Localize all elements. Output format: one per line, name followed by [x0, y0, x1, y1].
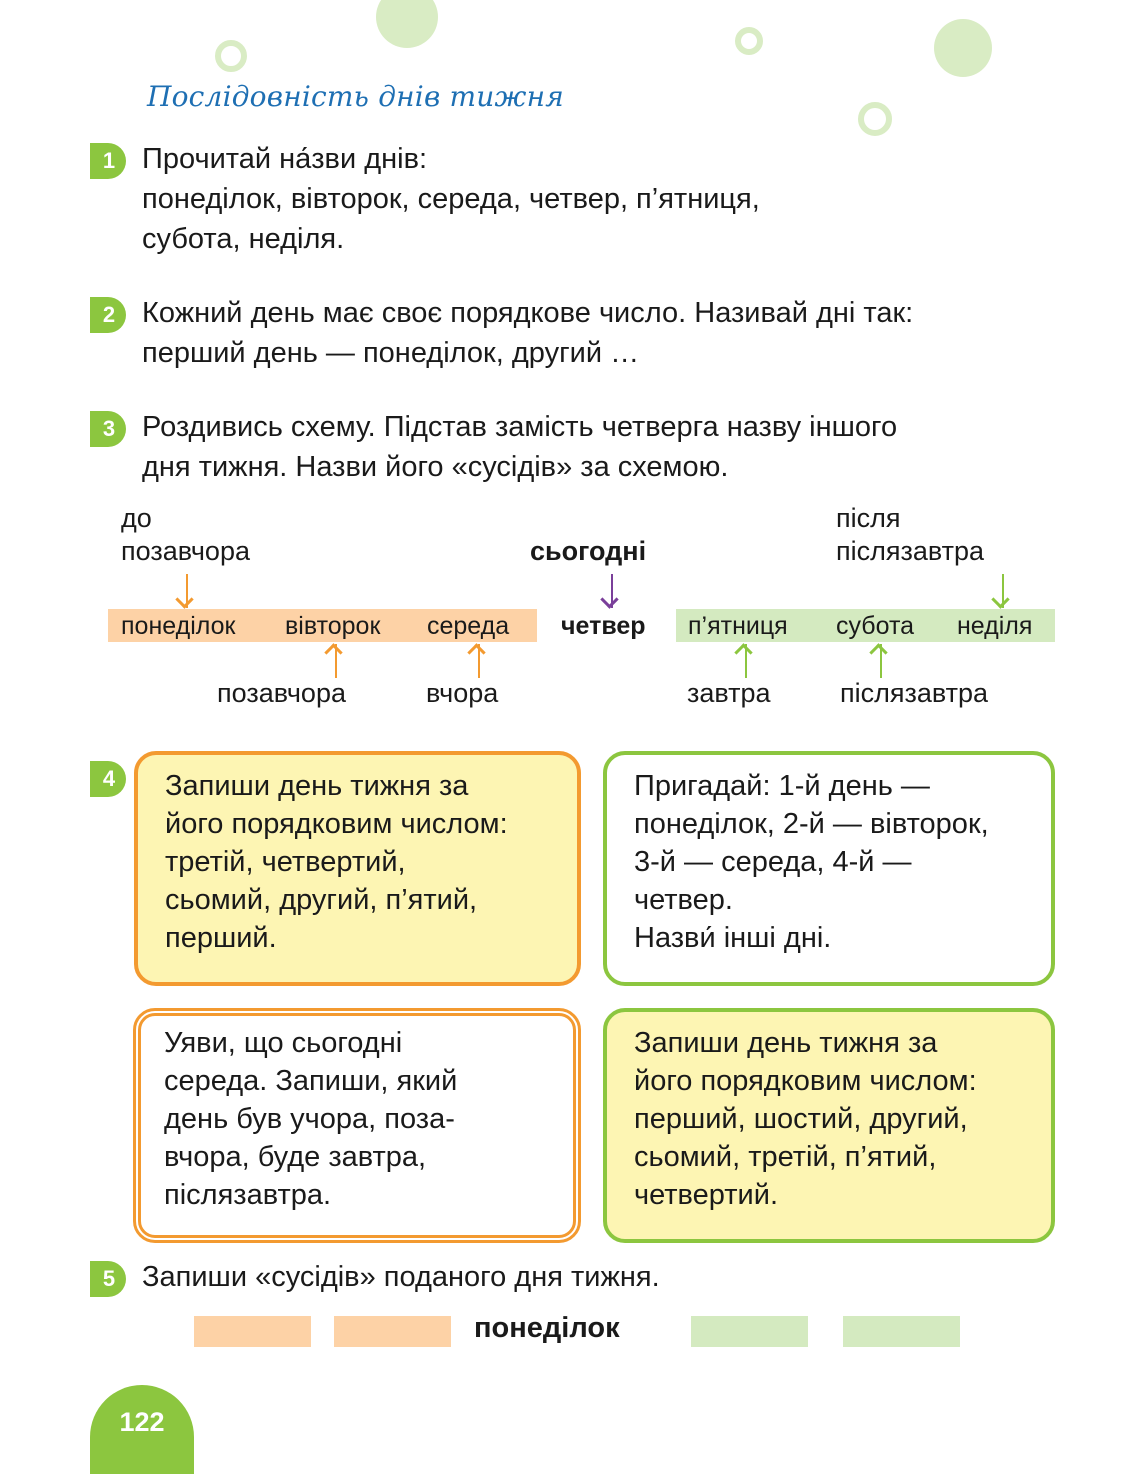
answer-slot-before-1[interactable]	[334, 1316, 451, 1347]
label-day-before-yesterday: позавчора	[217, 678, 346, 708]
day-wednesday: середа	[427, 612, 510, 640]
arrow-up-orange	[478, 644, 480, 678]
arrow-down-purple	[611, 574, 613, 608]
given-day: понеділок	[474, 1312, 620, 1344]
answer-slot-before-2[interactable]	[194, 1316, 311, 1347]
label-today: сьогодні	[530, 536, 647, 566]
label-before-day-before-yesterday: до позавчора	[121, 503, 250, 566]
label-tomorrow: завтра	[687, 678, 771, 708]
decor-ring	[735, 27, 763, 55]
day-friday: п’ятниця	[688, 612, 788, 640]
label-day-after-tomorrow: післязавтра	[840, 678, 989, 708]
answer-slot-after-2[interactable]	[843, 1316, 960, 1347]
label-yesterday: вчора	[426, 678, 499, 708]
day-thursday: четвер	[561, 612, 646, 640]
arrow-up-green	[745, 644, 747, 678]
task-number-5: 5	[90, 1261, 126, 1297]
task-number-3: 3	[90, 411, 126, 447]
arrow-up-orange	[335, 644, 337, 678]
answer-slot-after-1[interactable]	[691, 1316, 808, 1347]
arrow-up-green	[880, 644, 882, 678]
decor-ring	[215, 40, 247, 72]
task-box-ordinal-1: Запиши день тижня за його порядковим числом: третій, четвертий, сьомий, другий, п’ятий, перший.	[134, 751, 581, 986]
day-monday: понеділок	[121, 612, 236, 640]
task-number-1: 1	[90, 143, 126, 179]
arrow-down-orange	[186, 574, 188, 608]
day-sunday: неділя	[957, 612, 1033, 640]
decor-ring	[858, 102, 892, 136]
decor-circle	[934, 19, 992, 77]
task-2-text: Кожний день має своє порядкове число. Називай дні так: перший день — понеділок, другий …	[142, 297, 914, 369]
page-title: Послідовність днів тижня	[147, 80, 564, 113]
task-3-text: Роздивись схему. Підстав замість четверга назву іншого дня тижня. Назви його «сусідів» за схемою.	[142, 411, 898, 483]
task-number-2: 2	[90, 297, 126, 333]
task-5-text: Запиши «сусідів» поданого дня тижня.	[142, 1261, 660, 1293]
page-number: 122	[90, 1385, 194, 1474]
task-box-reminder: Пригадай: 1-й день — понеділок, 2-й — вівторок, 3-й — середа, 4-й — четвер. Назви́ інші дні.	[603, 751, 1055, 986]
task-1-text: Прочитай на́зви днів: понеділок, вівторок, середа, четвер, п’ятниця, субота, неділя.	[142, 143, 760, 255]
label-after-day-after-tomorrow: після післязавтра	[836, 503, 985, 566]
task-box-ordinal-2: Запиши день тижня за його порядковим числом: перший, шостий, другий, сьомий, третій, п’ятий, четвертий.	[603, 1008, 1055, 1243]
decor-circle	[376, 0, 438, 48]
arrow-down-green	[1002, 574, 1004, 608]
day-saturday: субота	[836, 612, 915, 640]
day-tuesday: вівторок	[285, 612, 381, 640]
task-box-imagine: Уяви, що сьогодні середа. Запиши, який день був учора, поза- вчора, буде завтра, післязавтра.	[133, 1008, 581, 1243]
task-number-4: 4	[90, 761, 126, 797]
